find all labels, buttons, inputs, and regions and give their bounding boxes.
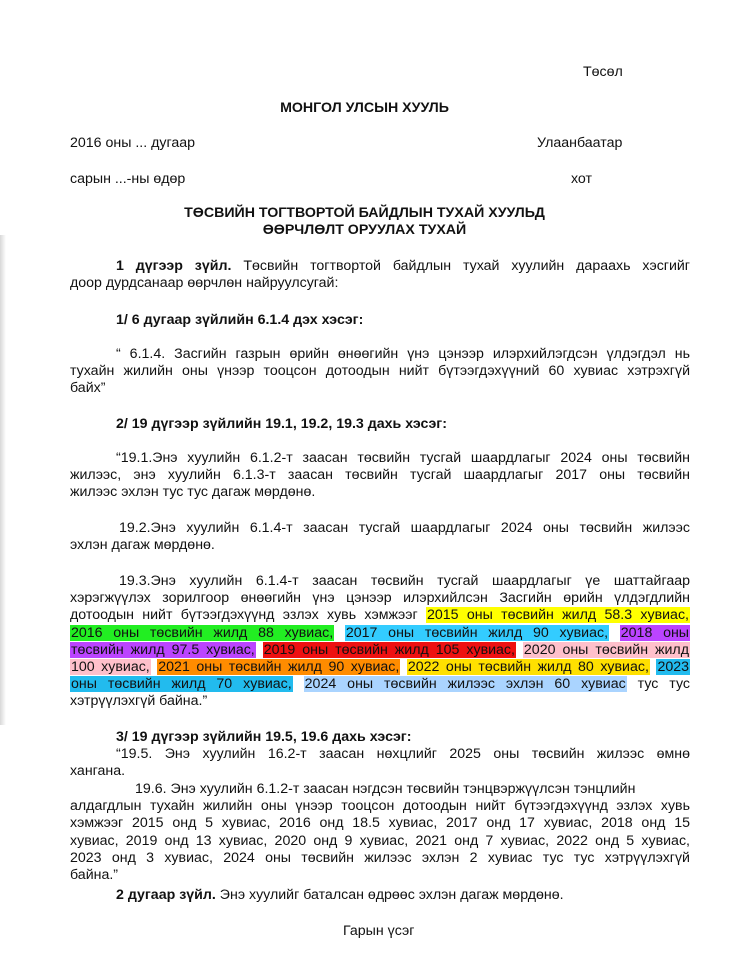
highlight-2021: 2021 оны төсвийн жилд 90 хувиас, <box>158 659 400 676</box>
clause-19-2: 19.2.Энэ хуулийн 6.1.4-т заасан тусгай шаардлагыг 2024 оны төсвийн жилээс эхлэн дагаж мөрдөнө. <box>70 520 690 554</box>
highlight-2023-a: 2023 <box>657 659 689 676</box>
article-1-label: 1 дүгээр зүйл. <box>116 258 232 274</box>
section-3-heading: 3/ 19 дүгээр зүйлийн 19.5, 19.6 дахь хэсэг: <box>116 729 412 745</box>
highlight-2020-a: 2020 оны төсвийн жилд <box>523 641 689 658</box>
clause-19-1: “19.1.Энэ хуулийн 6.1.2-т заасан төсвийн тусгай шаардлагыг 2024 оны төсвийн жилээс, энэ хуулийн 6.1.3-т заасан төсвийн тусгай шаардлагыг 2017 оны төсвийн жилээс эхлэн тус тус дагаж мөрдөнө. <box>70 450 690 501</box>
highlight-2024: 2024 оны төсвийн жилээс эхлэн 60 хувиас <box>304 676 626 693</box>
clause-19-3: 19.3.Энэ хуулийн 6.1.4-т заасан төсвийн тусгай шаардлагыг үе шаттайгаар хэрэгжүүлэх зорилгоор өнөөгийн үнэ цэнээр илэрхийлсэн Засгийн өрийн үлдэгдлийн дотоодын нийт бүтээгдэхүүнд эзлэх хувь хэмжээг 2015 оны төсвийн жилд 58.3 хувиас, 2016 оны төсвийн жилд 88 хувиас, 2017 оны төсвийн жилд 90 хувиас, 2018 оны төсвийн жилд 97.5 хувиас, 2019 оны төсвийн жилд 105 хувиас, 2020 оны төсвийн жилд 100 хувиас, 2021 оны төсвийн жилд 90 хувиас, 2022 оны төсвийн жилд 80 хувиас, 2023 оны төсвийн жилд 70 хувиас, 2024 оны төсвийн жилээс эхлэн 60 хувиас тус тус хэтрүүлэхгүй байна.” <box>70 573 690 710</box>
draft-label: Төсөл <box>583 64 623 80</box>
highlight-2023-b: оны төсвийн жилд 70 хувиас, <box>71 676 292 693</box>
highlight-2020-b: 100 хувиас, <box>71 659 150 676</box>
clause-19-5: “19.5. Энэ хуулийн 16.2-т заасан нөхцлийг 2025 оны төсвийн жилээс өмнө хангана. <box>70 746 690 780</box>
title-line-2: ӨӨРЧЛӨЛТ ОРУУЛАХ ТУХАЙ <box>262 222 467 238</box>
article-2-label: 2 дугаар зүйл. <box>116 887 216 903</box>
section-1-text: “ 6.1.4. Засгийн газрын өрийн өнөөгийн үнэ цэнээр илэрхийлэгдсэн үлдэгдэл нь тухайн жилийн оны үнээр тооцсон дотоодын нийт бүтээгдэхүүний 60 хувиас хэтрэхгүй байх” <box>70 346 690 397</box>
law-heading: МОНГОЛ УЛСЫН ХУУЛЬ <box>280 100 449 116</box>
title-line-1: ТӨСВИЙН ТОГТВОРТОЙ БАЙДЛЫН ТУХАЙ ХУУЛЬД <box>184 205 545 221</box>
date-month-day: сарын ...-ны өдөр <box>70 171 186 187</box>
highlight-2018-b: төсвийн жилд 97.5 хувиас, <box>71 641 255 658</box>
place-city: Улаанбаатар <box>537 135 623 151</box>
clause-19-6: 19.6. Энэ хуулийн 6.1.2-т заасан нэгдсэн төсвийн тэнцвэржүүлсэн тэнцлийн алдагдлын тухайн жилийн оны үнээр тооцсон дотоодын нийт бүтээгдэхүүнд эзлэх хувь хэмжээг 2015 онд 5 хувиас, 2016 онд 18.5 хувиас, 2017 онд 17 хувиас, 2018 онд 15 хувиас, 2019 онд 13 хувиас, 2020 онд 9 хувиас, 2021 онд 7 хувиас, 2022 онд 5 хувиас, 2023 онд 3 хувиас, 2024 оны төсвийн жилээс эхлэн 2 хувиас тус тус хэтрүүлэхгүй байна.” <box>70 781 690 884</box>
article-2: 2 дугаар зүйл. Энэ хуулийг баталсан өдрөөс эхлэн дагаж мөрдөнө. <box>116 887 564 903</box>
section-1-heading: 1/ 6 дугаар зүйлийн 6.1.4 дэх хэсэг: <box>116 312 364 328</box>
highlight-2016: 2016 оны төсвийн жилд 88 хувиас, <box>71 624 334 641</box>
date-year: 2016 оны ... дугаар <box>70 135 196 151</box>
section-2-heading: 2/ 19 дүгээр зүйлийн 19.1, 19.2, 19.3 дахь хэсэг: <box>116 416 447 432</box>
highlight-2015: 2015 оны төсвийн жилд 58.3 хувиас, <box>427 607 689 624</box>
highlight-2019: 2019 оны төсвийн жилд 105 хувиас, <box>263 641 515 658</box>
signature-label: Гарын үсэг <box>343 923 415 939</box>
highlight-2017: 2017 оны төсвийн жилд 90 хувиас, <box>345 624 609 641</box>
highlight-2022: 2022 оны төсвийн жилд 80 хувиас, <box>407 659 649 676</box>
place-suffix: хот <box>571 171 593 187</box>
article-1-intro: 1 дүгээр зүйл. Төсвийн тогтвортой байдлын тухай хуулийн дараахь хэсгийг доор дурдсанаар өөрчлөн найруулсугай: <box>70 258 690 292</box>
highlight-2018-a: 2018 оны <box>620 624 689 641</box>
